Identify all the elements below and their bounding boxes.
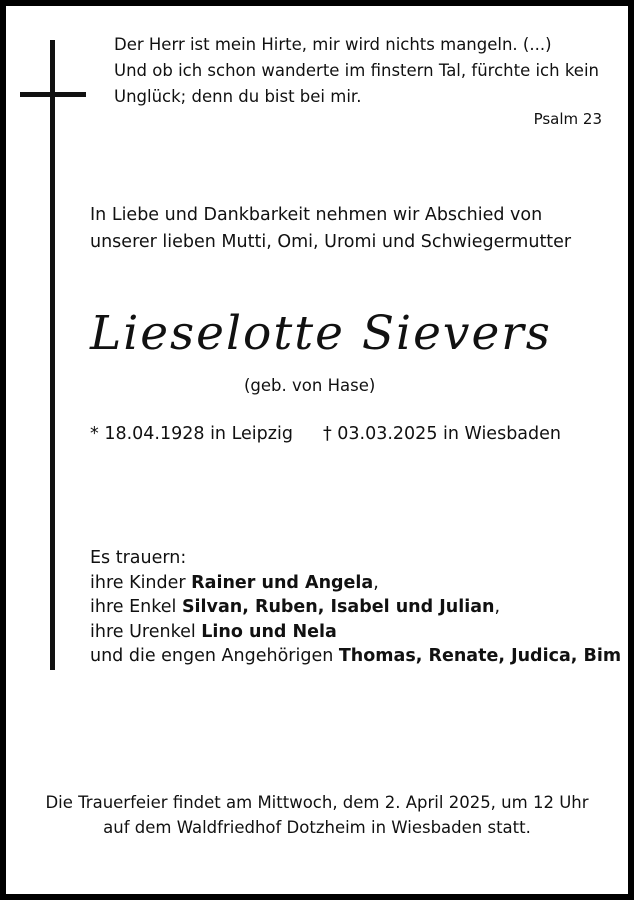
mourner-names: Thomas, Renate, Judica, Bim [338, 646, 622, 666]
mourner-relation: ihre Enkel [90, 597, 182, 617]
mourner-names: Lino und Nela [201, 621, 337, 642]
mourners-heading: Es trauern: [90, 548, 187, 568]
mourner-names: Silvan, Ruben, Isabel und Julian [181, 597, 495, 617]
mourner-line [90, 571, 621, 596]
psalm-quote [114, 32, 599, 110]
intro-line: unserer lieben Mutti, Omi, Uromi und Schwiegermutter [90, 232, 572, 252]
birth-date: * 18.04.1928 in Leipzig [90, 424, 293, 444]
mourner-line [90, 595, 621, 620]
psalm-line: Der Herr ist mein Hirte, mir wird nichts mangeln. (...) [114, 35, 552, 54]
mourner-line [90, 644, 621, 669]
cross-icon [50, 40, 55, 670]
psalm-line: Und ob ich schon wanderte im finstern Tal, fürchte ich kein [114, 61, 599, 80]
funeral-line: auf dem Waldfriedhof Dotzheim in Wiesbaden statt. [103, 818, 531, 837]
intro-text [90, 202, 571, 256]
cross-icon-bar [20, 92, 86, 97]
mourner-relation: ihre Kinder [90, 572, 192, 593]
mourner-relation: und die engen Angehörigen [90, 646, 339, 666]
maiden-name: (geb. von Hase) [244, 376, 376, 395]
funeral-line: Die Trauerfeier findet am Mittwoch, dem 2. April 2025, um 12 Uhr [45, 793, 589, 812]
mourner-suffix: , [494, 597, 501, 617]
obituary-card [6, 6, 628, 894]
death-date: † 03.03.2025 in Wiesbaden [322, 424, 561, 444]
mourner-suffix: , [373, 572, 379, 593]
psalm-reference: Psalm 23 [533, 110, 602, 128]
mourner-line [90, 620, 621, 645]
psalm-line: Unglück; denn du bist bei mir. [114, 87, 362, 106]
intro-line: In Liebe und Dankbarkeit nehmen wir Abschied von [90, 205, 543, 225]
deceased-name: Lieselotte Sievers [90, 306, 552, 361]
mourners-list [90, 546, 621, 669]
mourner-relation: ihre Urenkel [90, 621, 202, 642]
life-dates [90, 424, 561, 444]
mourner-names: Rainer und Angela [191, 572, 374, 593]
funeral-notice [6, 790, 628, 840]
